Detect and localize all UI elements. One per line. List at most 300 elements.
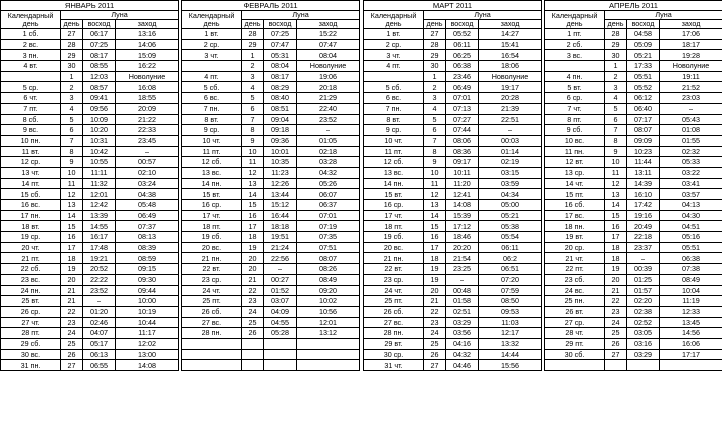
moonrise-cell: 10:42 [83,146,116,157]
table-row [364,178,542,189]
table-row [545,146,722,157]
moon-day-cell: 23 [61,317,83,328]
moonset-cell: 07:38 [660,264,722,275]
moonset-cell: 03:24 [116,178,179,189]
table-row [364,221,542,232]
moon-day-cell: 30 [605,50,627,61]
moon-day-cell: 26 [242,328,264,339]
moon-day-cell [605,360,627,371]
moon-day-cell: 24 [424,328,446,339]
moonrise-cell: 07:25 [264,29,297,40]
calendar-day-cell: 22 вт. [364,264,424,275]
moon-day-cell: 9 [424,157,446,168]
moonrise-cell: 19:21 [83,253,116,264]
calendar-day-header: Календарный день [545,11,605,29]
moon-day-cell: 17 [605,232,627,243]
moonrise-cell: 10:23 [627,146,660,157]
table-row [1,29,179,40]
moonset-cell: 14:56 [660,328,722,339]
moonset-cell: 09:53 [479,306,542,317]
calendar-day-cell: 16 ср. [364,200,424,211]
moonrise-cell: 11:11 [83,167,116,178]
calendar-day-cell: 19 вт. [545,232,605,243]
calendar-day-cell: 12 вт. [545,157,605,168]
table-row [364,135,542,146]
moon-day-cell: 30 [61,61,83,72]
calendar-day-cell: 9 сб. [545,125,605,136]
moon-day-cell: 14 [605,200,627,211]
moon-day-cell: 16 [424,232,446,243]
moonset-cell: 00:57 [116,157,179,168]
calendar-day-cell: 11 пт. [182,146,242,157]
moonrise-cell: 01:52 [264,285,297,296]
moonrise-cell: 03:16 [627,338,660,349]
table-row [1,349,179,360]
table-row [182,200,360,211]
table-row [1,306,179,317]
moon-day-cell: 25 [61,338,83,349]
calendar-day-cell [364,71,424,82]
table-row [1,50,179,61]
table-row [182,317,360,328]
calendar-day-cell: 5 ср. [1,82,61,93]
moon-day-cell: 14 [424,210,446,221]
table-row [364,338,542,349]
moonset-cell: 01:08 [660,125,722,136]
table-row [545,167,722,178]
moonset-cell: 19:28 [660,50,722,61]
moonrise-cell: 09:17 [446,157,479,168]
table-row [545,317,722,328]
moonrise-cell: 14:55 [83,221,116,232]
moon-day-cell: 5 [605,103,627,114]
calendar-day-cell: 19 сб. [364,232,424,243]
table-row [182,242,360,253]
calendar-day-cell: 21 пн. [364,253,424,264]
table-row [182,82,360,93]
table-row [545,232,722,243]
table-row [182,221,360,232]
table-row [364,189,542,200]
moon-day-cell: 21 [424,296,446,307]
moonset-header: заход [479,20,542,29]
moonrise-cell: 08:57 [83,82,116,93]
moon-day-cell: 18 [424,253,446,264]
moonset-cell: 11:03 [479,317,542,328]
table-row [182,50,360,61]
moonset-cell: – [660,103,722,114]
moon-day-cell: 22 [605,296,627,307]
table-row [545,157,722,168]
moon-day-cell: 23 [605,306,627,317]
moonrise-cell: 18:46 [446,232,479,243]
table-row [182,264,360,275]
table-row [182,39,360,50]
moon-day-cell: 21 [61,296,83,307]
calendar-day-cell: 8 вт. [364,114,424,125]
calendar-day-cell: 13 чт. [1,167,61,178]
moonrise-cell: 08:40 [264,93,297,104]
moonrise-cell: 16:17 [83,232,116,243]
moonset-cell: 06:49 [116,210,179,221]
moonset-cell: 09:15 [116,264,179,275]
moon-day-cell: 23 [424,317,446,328]
calendar-day-cell: 17 пн. [1,210,61,221]
moonset-cell: 13:12 [297,328,360,339]
table-row [182,146,360,157]
moonrise-cell: 07:25 [83,39,116,50]
moon-day-cell: 17 [61,242,83,253]
calendar-day-cell: 4 пн. [545,71,605,82]
moon-day-cell: 6 [424,125,446,136]
table-row [545,242,722,253]
moon-day-header: день [605,20,627,29]
table-row [182,306,360,317]
moonset-cell: 15:22 [297,29,360,40]
moonrise-cell: – [627,253,660,264]
table-row [545,274,722,285]
calendar-day-cell: 26 вт. [545,306,605,317]
table-row [1,61,179,72]
moon-day-cell: 20 [242,264,264,275]
moonset-cell: 01:14 [479,146,542,157]
moonrise-cell: 13:39 [83,210,116,221]
moonset-cell: 02:10 [116,167,179,178]
table-row [182,61,360,72]
moonrise-cell: 12:03 [83,71,116,82]
moonrise-cell: 15:12 [264,200,297,211]
table-row [1,135,179,146]
moonset-cell: 10:00 [116,296,179,307]
moon-day-cell: 25 [242,317,264,328]
moonset-cell: 19:11 [660,71,722,82]
calendar-day-cell: 14 чт. [545,178,605,189]
table-row [1,125,179,136]
moonrise-cell: 16:44 [264,210,297,221]
moon-day-cell: 15 [61,221,83,232]
table-row [182,114,360,125]
calendar-day-cell: 15 сб. [1,189,61,200]
table-row [1,274,179,285]
moonset-cell: 02:19 [479,157,542,168]
moonset-cell: 03:22 [660,167,722,178]
moon-day-header: день [242,20,264,29]
moonrise-cell: 04:55 [264,317,297,328]
table-row [182,93,360,104]
moonset-cell: 04:13 [660,200,722,211]
moonrise-cell: 07:27 [446,114,479,125]
moonrise-cell: 22:56 [264,253,297,264]
moon-day-cell: 24 [61,328,83,339]
moon-day-cell: 18 [242,232,264,243]
moonset-cell: 02:32 [660,146,722,157]
moonset-cell: 13:00 [116,349,179,360]
table-row [1,296,179,307]
moonrise-cell: 23:52 [83,285,116,296]
moon-day-cell: 13 [242,178,264,189]
calendar-day-cell: 3 чт. [182,50,242,61]
calendar-day-cell: 20 вс. [182,242,242,253]
calendar-day-cell: 23 вс. [1,274,61,285]
calendar-day-cell: 26 сб. [182,306,242,317]
moonset-cell: 17:17 [660,349,722,360]
moonset-cell: 12:02 [116,338,179,349]
table-row [182,135,360,146]
calendar-day-cell: 17 вс. [545,210,605,221]
moon-day-cell: 13 [61,200,83,211]
moon-day-cell: 26 [605,338,627,349]
moonset-cell: 04:34 [479,189,542,200]
calendar-day-cell: 31 чт. [364,360,424,371]
moon-day-cell: 11 [424,178,446,189]
moonset-cell: 05:26 [297,178,360,189]
moon-day-cell: 16 [61,232,83,243]
table-row [182,71,360,82]
month-title: АПРЕЛЬ 2011 [545,1,722,11]
calendar-day-cell: 7 пн. [182,103,242,114]
moon-day-cell: 15 [424,221,446,232]
moon-day-cell: 10 [61,167,83,178]
calendar-day-cell: 19 сб. [182,232,242,243]
table-row [182,167,360,178]
moonrise-cell: 02:46 [83,317,116,328]
moonset-cell: 10:02 [297,296,360,307]
moonrise-cell: 04:09 [264,306,297,317]
moonset-cell: 04:38 [116,189,179,200]
moonrise-cell: 02:38 [627,306,660,317]
moonset-cell: 15:56 [479,360,542,371]
moon-day-cell: 29 [242,39,264,50]
moon-day-cell: 14 [61,210,83,221]
table-row [364,71,542,82]
table-row [364,242,542,253]
moon-day-cell: 27 [605,349,627,360]
moon-day-cell: 19 [424,274,446,285]
table-row [182,274,360,285]
calendar-day-cell: 20 ср. [545,242,605,253]
moon-day-cell: 20 [242,253,264,264]
calendar-day-cell: 17 чт. [182,210,242,221]
moon-day-cell: 1 [424,71,446,82]
calendar-day-header: Календарный день [364,11,424,29]
moon-day-cell [242,338,264,349]
moonset-cell: 08:49 [660,274,722,285]
moonrise-cell: 00:48 [446,285,479,296]
moonrise-cell: 01:20 [83,306,116,317]
moonrise-cell: 06:25 [446,50,479,61]
moon-day-cell: 18 [605,253,627,264]
calendar-day-cell: 28 пт. [1,328,61,339]
moonset-cell: 04:51 [660,221,722,232]
moonrise-cell: 05:17 [83,338,116,349]
moon-header: Луна [424,11,542,20]
moon-day-cell: 15 [242,200,264,211]
moon-day-cell: 27 [424,29,446,40]
moonrise-cell [264,338,297,349]
moon-day-cell: 20 [61,274,83,285]
table-row [1,232,179,243]
calendar-day-cell: 7 пт. [1,103,61,114]
table-row [1,157,179,168]
table-row [364,125,542,136]
moon-day-cell: 21 [605,285,627,296]
moon-day-header: день [61,20,83,29]
moonrise-cell: 13:11 [627,167,660,178]
table-row [182,328,360,339]
moonset-cell: 15:09 [116,50,179,61]
moon-day-cell: 18 [605,242,627,253]
moonset-cell: 20:09 [116,103,179,114]
table-row [1,242,179,253]
table-row [545,264,722,275]
moonrise-cell: 11:20 [446,178,479,189]
moon-day-cell: 10 [424,167,446,178]
table-row [1,114,179,125]
table-row [545,103,722,114]
moonset-cell: 23:45 [116,135,179,146]
moonrise-cell: 13:44 [264,189,297,200]
table-row [364,349,542,360]
moon-day-cell: 5 [424,114,446,125]
moonset-cell: 06:07 [297,189,360,200]
moonset-cell: 06:51 [479,264,542,275]
moon-day-cell: 29 [424,50,446,61]
table-row [545,360,722,371]
table-row [182,189,360,200]
table-row [364,29,542,40]
table-row [545,200,722,211]
table-row [182,253,360,264]
calendar-day-cell: 14 пт. [1,178,61,189]
table-row [545,82,722,93]
moonrise-cell: 05:52 [627,82,660,93]
moonset-cell: 21:22 [116,114,179,125]
moonrise-cell: 03:29 [446,317,479,328]
moonset-cell: 05:00 [479,200,542,211]
moonrise-cell: 02:20 [627,296,660,307]
moonset-cell: 07:59 [479,285,542,296]
moonset-cell: Новолуние [660,61,722,72]
moonset-cell: 07:51 [297,242,360,253]
table-row [364,285,542,296]
moonrise-cell: 23:37 [627,242,660,253]
calendar-day-cell: 22 вт. [182,264,242,275]
moonrise-cell: 23:25 [446,264,479,275]
table-row [1,221,179,232]
moonrise-cell: 06:11 [446,39,479,50]
moonrise-cell: 09:56 [83,103,116,114]
moonset-cell [660,360,722,371]
moonrise-cell: 08:29 [264,82,297,93]
moon-day-cell: 4 [424,103,446,114]
moon-day-cell: 12 [61,189,83,200]
moonrise-cell: 01:57 [627,285,660,296]
moonset-cell: 16:06 [660,338,722,349]
moonset-cell: 07:35 [297,232,360,243]
moon-day-cell: 3 [605,82,627,93]
moon-day-cell: 17 [424,242,446,253]
calendar-day-cell: 16 ср. [182,200,242,211]
moonset-cell: 14:44 [479,349,542,360]
moonset-cell [297,349,360,360]
moon-day-cell: 11 [242,157,264,168]
moonset-cell: 06:38 [660,253,722,264]
moon-day-cell: 10 [605,157,627,168]
table-row [182,29,360,40]
moonset-cell: 07:01 [297,210,360,221]
moon-day-cell: 20 [424,285,446,296]
calendar-day-cell: 25 пт. [364,296,424,307]
table-row [364,157,542,168]
moonset-cell: 05:54 [479,232,542,243]
moonset-cell: 07:47 [297,39,360,50]
moonset-cell: Новолуние [297,61,360,72]
table-row [545,50,722,61]
moon-day-header: день [424,20,446,29]
calendar-day-cell: 13 вс. [182,167,242,178]
moonset-cell: 00:03 [479,135,542,146]
table-row [545,349,722,360]
moonset-cell: 08:50 [479,296,542,307]
moonset-cell: 02:18 [297,146,360,157]
moonrise-cell: 20:49 [627,221,660,232]
moon-day-cell: 28 [424,39,446,50]
moon-day-cell: 24 [605,317,627,328]
moon-day-cell: 4 [605,93,627,104]
table-row [182,157,360,168]
table-row [1,328,179,339]
calendar-day-cell: 30 ср. [364,349,424,360]
calendar-day-cell: 21 чт. [545,253,605,264]
moonset-cell: 08:07 [297,253,360,264]
calendar-day-cell: 20 чт. [1,242,61,253]
moon-day-cell: 8 [424,146,446,157]
moon-day-cell: 3 [424,93,446,104]
moon-day-cell: 19 [605,264,627,275]
table-row [364,360,542,371]
moon-day-cell: 29 [605,39,627,50]
calendar-day-cell: 26 сб. [364,306,424,317]
calendar-day-header: Календарный день [1,11,61,29]
moonset-cell: 08:04 [297,50,360,61]
moon-day-cell: 7 [605,125,627,136]
calendar-day-cell: 2 сб. [545,39,605,50]
moon-day-cell: 2 [424,82,446,93]
calendar-day-cell [182,338,242,349]
moonrise-cell: 04:16 [446,338,479,349]
table-row [545,328,722,339]
moonset-cell: 12:33 [660,306,722,317]
moonrise-cell: 11:32 [83,178,116,189]
calendar-day-cell: 10 чт. [364,135,424,146]
moonset-cell: 13:32 [479,338,542,349]
moon-day-cell [242,360,264,371]
moonset-cell: 22:40 [297,103,360,114]
table-row [364,264,542,275]
moonset-cell: 10:04 [660,285,722,296]
moonset-cell: 04:32 [297,167,360,178]
moonset-cell: 08:26 [297,264,360,275]
calendar-day-cell: 24 чт. [182,285,242,296]
calendar-day-cell [182,360,242,371]
table-row [364,103,542,114]
table-row [364,306,542,317]
moon-day-cell: 9 [242,135,264,146]
moonset-cell: 23:03 [660,93,722,104]
moonset-cell: 18:06 [479,61,542,72]
calendar-day-cell: 6 ср. [545,93,605,104]
moonrise-cell: 03:05 [627,328,660,339]
